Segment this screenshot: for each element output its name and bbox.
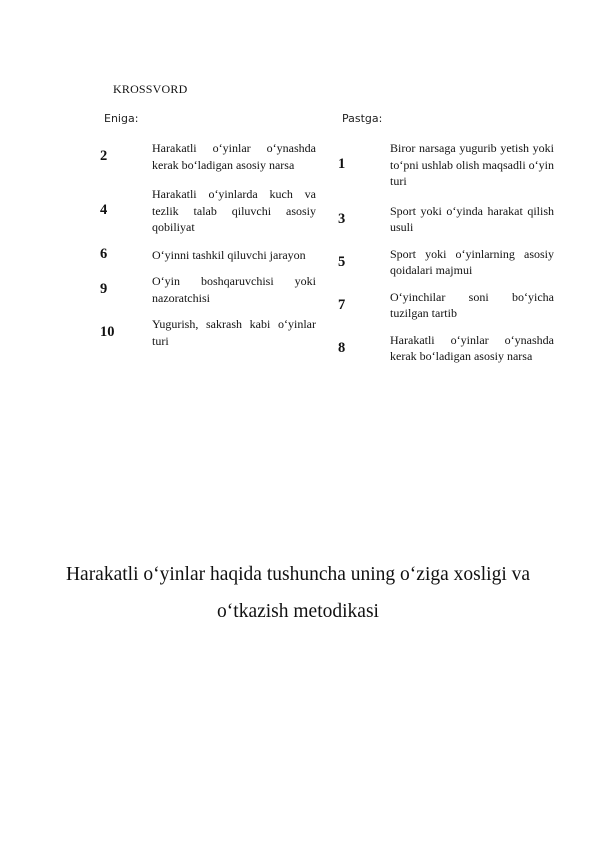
- across-clue-list: [100, 140, 320, 349]
- clue-number: 8: [338, 339, 346, 356]
- clue-number: 6: [100, 246, 108, 263]
- across-clue-item: [100, 140, 320, 173]
- clue-number: 5: [338, 253, 346, 270]
- clue-number: 3: [338, 210, 346, 227]
- clue-number: 4: [100, 202, 108, 219]
- down-heading: Pastga:: [342, 112, 383, 125]
- clue-number: 1: [338, 156, 346, 173]
- clue-text: Harakatli o‘yinlar o‘ynashda kerak bo‘ladigan asosiy narsa: [152, 141, 316, 172]
- clue-text: Harakatli o‘yinlar o‘ynashda kerak bo‘ladigan asosiy narsa: [390, 332, 554, 363]
- across-clue-item: [100, 247, 320, 264]
- down-clue-item: [338, 332, 558, 365]
- clue-number: 9: [100, 281, 108, 297]
- clue-text: Sport yoki o‘yinlarning asosiy qoidalari majmui: [390, 246, 554, 277]
- clue-number: 10: [100, 324, 115, 340]
- across-heading: Eniga:: [104, 112, 139, 125]
- down-clue-item: [338, 140, 558, 190]
- clue-text: O‘yinni tashkil qiluvchi jarayon: [152, 247, 306, 262]
- clue-text: Yugurish, sakrash kabi o‘yinlar turi: [152, 317, 316, 348]
- document-title: Harakatli o‘yinlar haqida tushuncha uning o‘ziga xosligi va o‘tkazish metodikasi: [65, 564, 531, 622]
- across-clue-item: [100, 273, 320, 306]
- clue-text: Harakatli o‘yinlarda kuch va tezlik talab qiluvchi asosiy qobiliyat: [152, 187, 316, 234]
- clue-text: O‘yinchilar soni bo‘yicha tuzilgan tartib: [390, 289, 554, 320]
- down-clue-item: [338, 289, 558, 322]
- clue-number: 7: [338, 296, 346, 313]
- across-clue-item: [100, 186, 320, 236]
- crossword-title: KROSSVORD: [113, 82, 188, 96]
- clue-text: Sport yoki o‘yinda harakat qilish usuli: [390, 203, 554, 234]
- down-clue-item: [338, 246, 558, 279]
- down-clue-list: [338, 140, 558, 365]
- clue-text: Biror narsaga yugurib yetish yoki to‘pni ushlab olish maqsadli o‘yin turi: [390, 141, 554, 188]
- clue-number: 2: [100, 148, 108, 164]
- across-clue-item: [100, 316, 320, 349]
- down-clue-item: [338, 203, 558, 236]
- clue-text: O‘yin boshqaruvchisi yoki nazoratchisi: [152, 274, 316, 305]
